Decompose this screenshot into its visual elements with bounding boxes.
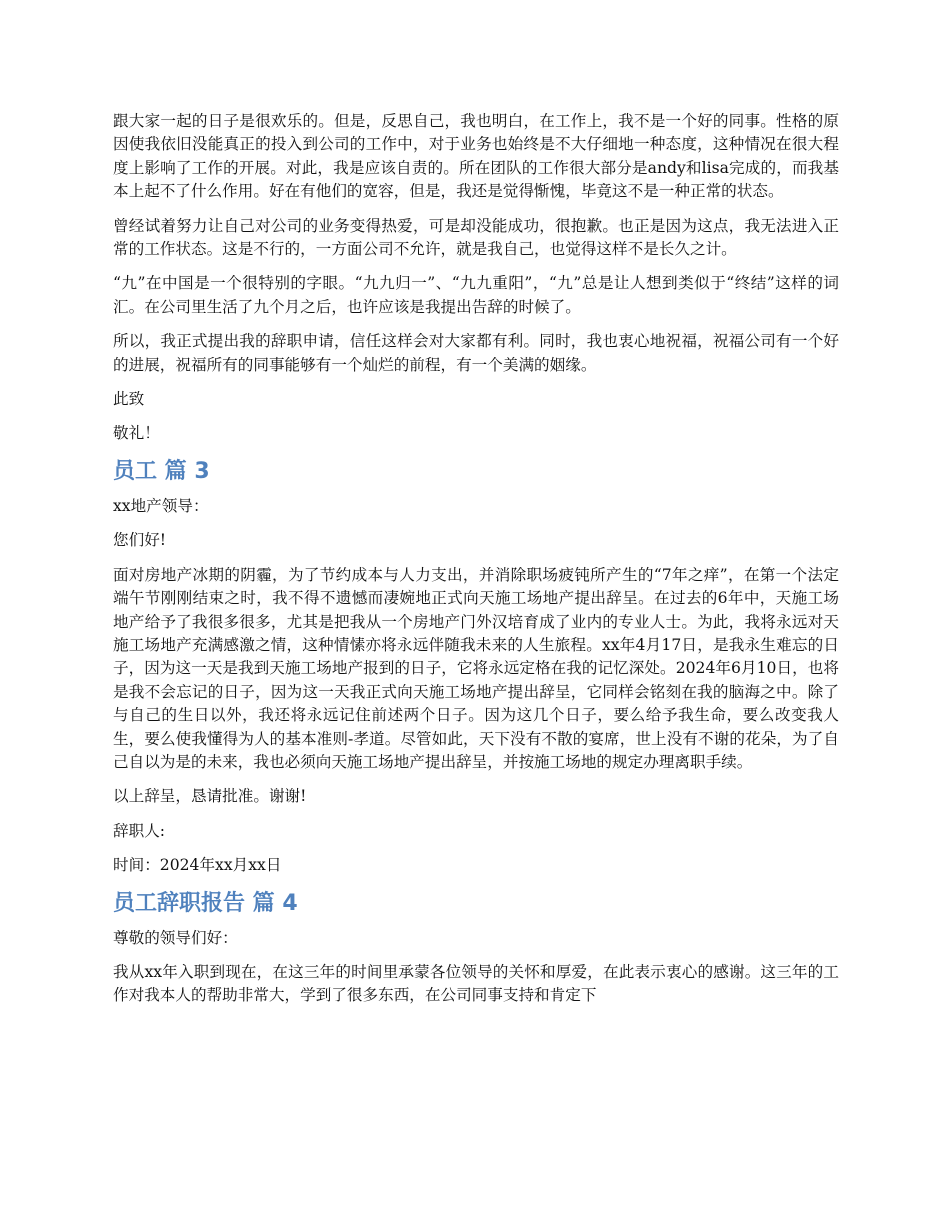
paragraph: 我从xx年入职到现在，在这三年的时间里承蒙各位领导的关怀和厚爱，在此表示衷心的感谢。这三年的工作对我本人的帮助非常大，学到了很多东西，在公司同事支持和肯定下 xyxy=(113,962,839,1005)
paragraph: “九”在中国是一个很特别的字眼。“九九归一”、“九九重阳”，“九”总是让人想到类似于“终结”这样的词汇。在公司里生活了九个月之后，也许应该是我提出告辞的时候了。 xyxy=(113,274,839,316)
closing-regards: 敬礼！ xyxy=(113,424,160,443)
section-heading-3: 员工 篇 3 xyxy=(113,458,210,484)
letter-greeting: 您们好! xyxy=(113,531,167,550)
letter-date: 时间：2024年xx月xx日 xyxy=(113,856,282,875)
letter-signer: 辞职人: xyxy=(113,821,166,840)
paragraph: 面对房地产冰期的阴霾，为了节约成本与人力支出，并消除职场疲钝所产生的“7年之痒”，在第一个法定端午节刚刚结束之时，我不得不遗憾而凄婉地正式向天施工场地产提出辞呈。在过去的6年中，天施工场地产给予了我很多很多，尤其是把我从一个房地产门外汉培育成了业内的专业人士。为此，我将永远对天施工场地产充满感激之情，这种情愫亦将永远伴随我未来的人生旅程。xx年4月17日，是我永生难忘的日子，因为这一天是我到天施工场地产报到的日子，它将永远定格在我的记忆深处。2024年6月10日，也将是我不会忘记的日子，因为这一天我正式向天施工场地产提出辞呈，它同样会铭刻在我的脑海之中。除了与自己的生日以外，我还将永远记住前述两个日子。因为这几个日子，要么给予我生命，要么改变我人生，要么使我懂得为人的基本准则-孝道。尽管如此，天下没有不散的宴席，世上没有不谢的花朵，为了自己自以为是的未来，我也必须向天施工场地产提出辞呈，并按施工场地的规定办理离职手续。 xyxy=(113,565,839,771)
paragraph: 跟大家一起的日子是很欢乐的。但是，反思自己，我也明白，在工作上，我不是一个好的同事。性格的原因使我依旧没能真正的投入到公司的工作中，对于业务也始终是不大仔细地一种态度，这种情况在很大程度上影响了工作的开展。对此，我是应该自责的。所在团队的工作很大部分是andy和lisa完成的，而我基本上起不了什么作用。好在有他们的宽容，但是，我还是觉得惭愧，毕竟这不是一种正常的状态。 xyxy=(113,112,839,201)
letter-recipient: 尊敬的领导们好： xyxy=(113,928,238,947)
closing-salutation: 此致 xyxy=(113,390,145,409)
paragraph: 曾经试着努力让自己对公司的业务变得热爱，可是却没能成功，很抱歉。也正是因为这点，我无法进入正常的工作状态。这是不行的，一方面公司不允许，就是我自己，也觉得这样不是长久之计。 xyxy=(113,216,839,259)
letter-recipient: xx地产领导： xyxy=(113,496,209,515)
section-heading-4: 员工辞职报告 篇 4 xyxy=(113,890,298,916)
letter-request: 以上辞呈，恳请批准。谢谢! xyxy=(113,787,307,806)
paragraph: 所以，我正式提出我的辞职申请，信任这样会对大家都有利。同时，我也衷心地祝福，祝福公司有一个好的进展，祝福所有的同事能够有一个灿烂的前程，有一个美满的姻缘。 xyxy=(113,332,839,374)
document-page xyxy=(113,110,839,1019)
